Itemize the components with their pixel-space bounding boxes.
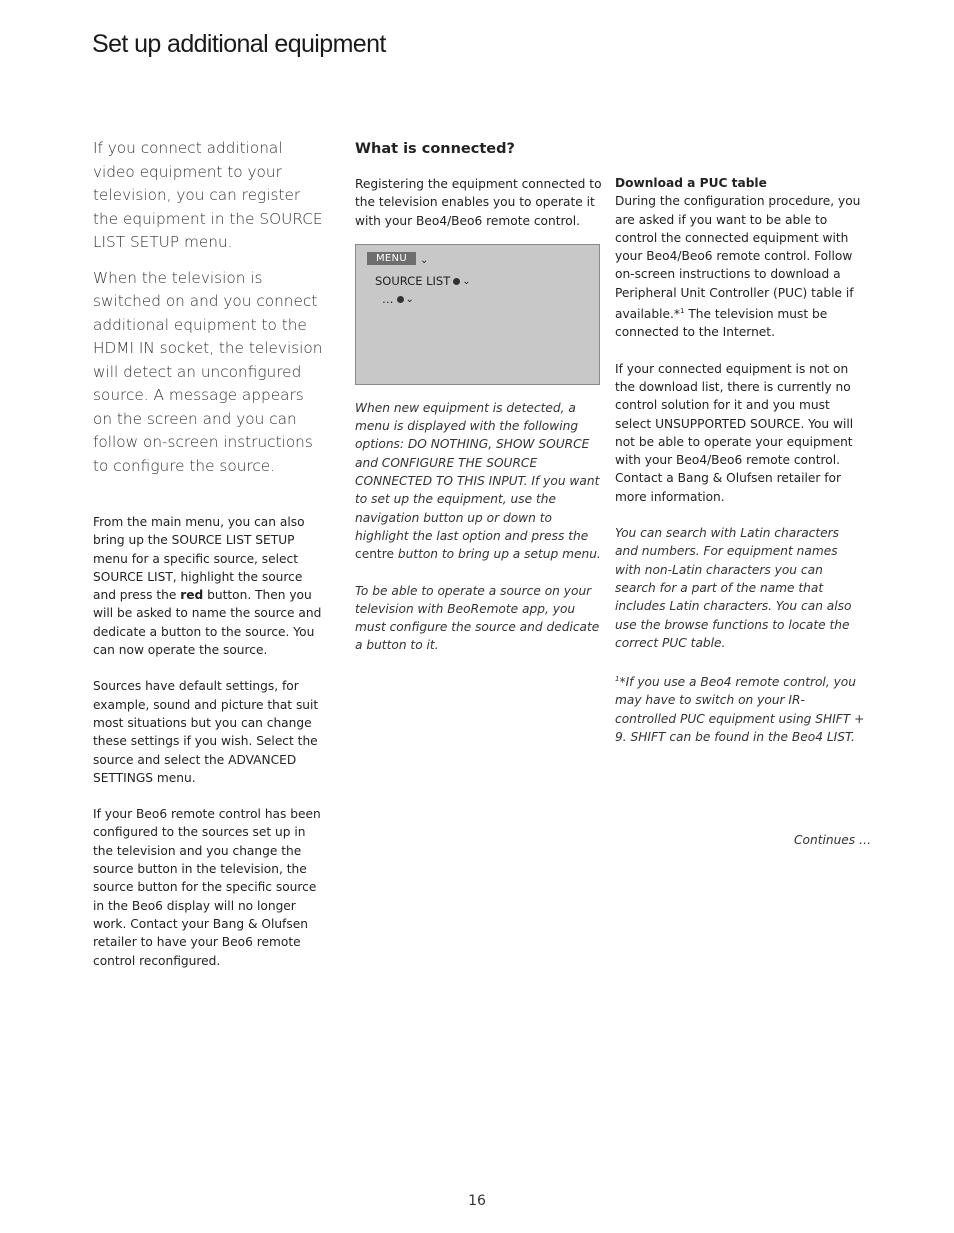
chevron-down-icon: ⌄	[420, 254, 429, 266]
intro-paragraph: When the television is switched on and you connect additional equipment to the HDMI IN socket, the television will detect an unconfigured source. A message appears on the screen and you can follow on-screen instructions to configure the source.	[93, 268, 323, 475]
caption-paragraph: When new equipment is detected, a menu is displayed with the following options: DO NOTHING, SHOW SOURCE and CONFIGURE THE SOURCE CONNECTED TO THIS INPUT. If you want to set up the equipment, use the navigation button up or down to highlight the last option and press the centre button to bring up a setup menu.	[355, 400, 601, 562]
page-title: Set up additional equipment	[92, 30, 386, 58]
paragraph: If your connected equipment is not on the download list, there is currently no control solution for it and you must select UNSUPPORTED SOURCE. You will not be able to operate your equipment with your Beo4/Beo6 remote control. Contact a Bang & Olufsen retailer for more information.	[615, 361, 854, 504]
menu-tag: MENU	[367, 252, 416, 265]
menu-item-source-list: SOURCE LIST ⌄	[375, 273, 471, 288]
section-heading: What is connected?	[355, 141, 515, 157]
continues-note: Continues …	[794, 833, 872, 847]
left-column	[93, 137, 325, 988]
caption	[355, 399, 603, 655]
intro-text	[93, 137, 325, 478]
middle-column	[355, 137, 603, 673]
footnote: $^1$*If you use a Beo4 remote control, you may have to switch on your IR-controlled PUC equipment using SHIFT + 9. SHIFT can be found in the Beo4 LIST.	[615, 675, 865, 745]
dot-icon	[397, 296, 404, 303]
menu-illustration	[355, 244, 600, 385]
chevron-down-icon: ⌄	[405, 293, 414, 305]
body-text	[93, 513, 325, 970]
paragraph: Sources have default settings, for example, sound and picture that suit most situations but you can change these settings if you wish. Select the source and select the ADVANCED SETTINGS menu.	[93, 679, 319, 785]
right-column	[615, 137, 865, 764]
intro-paragraph: If you connect additional video equipment to your television, you can register the equipment in the SOURCE LIST SETUP menu.	[93, 139, 323, 251]
red-button-label: red	[180, 588, 204, 603]
paragraph: From the main menu, you can also bring up the SOURCE LIST SETUP menu for a specific source, select SOURCE LIST, highlight the source and press the red button. Then you will be asked to name the source and dedicate a button to the source. You can now operate the source.	[93, 515, 322, 658]
paragraph: During the configuration procedure, you are asked if you want to be able to control the connected equipment with your Beo4/Beo6 remote control. Follow on-screen instructions to download a Peripheral Unit Controller (PUC) table if available.*$^1$ The television must be connected to the Internet.	[615, 194, 861, 340]
chevron-down-icon: ⌄	[462, 275, 471, 287]
centre-button-label: centre	[355, 547, 394, 562]
caption-paragraph: To be able to operate a source on your television with BeoRemote app, you must configure the source and dedicate a button to it.	[355, 583, 600, 653]
footnote-ref: 1	[679, 307, 685, 316]
paragraph: You can search with Latin characters and numbers. For equipment names with non-Latin characters you can search for a part of the name that includes Latin characters. You can also use the browse functions to locate the correct PUC table.	[615, 526, 852, 650]
subheading: Download a PUC table	[615, 176, 767, 190]
paragraph: If your Beo6 remote control has been configured to the sources set up in the television and you change the source button in the television, the source button for the specific source in the Beo6 display will no longer work. Contact your Bang & Olufsen retailer to have your Beo6 remote control reconfigured.	[93, 807, 321, 968]
dot-icon	[453, 278, 460, 285]
paragraph: Registering the equipment connected to the television enables you to operate it with your Beo4/Beo6 remote control.	[355, 177, 602, 228]
menu-item-more: … ⌄	[382, 291, 414, 306]
page-number: 16	[468, 1193, 486, 1209]
